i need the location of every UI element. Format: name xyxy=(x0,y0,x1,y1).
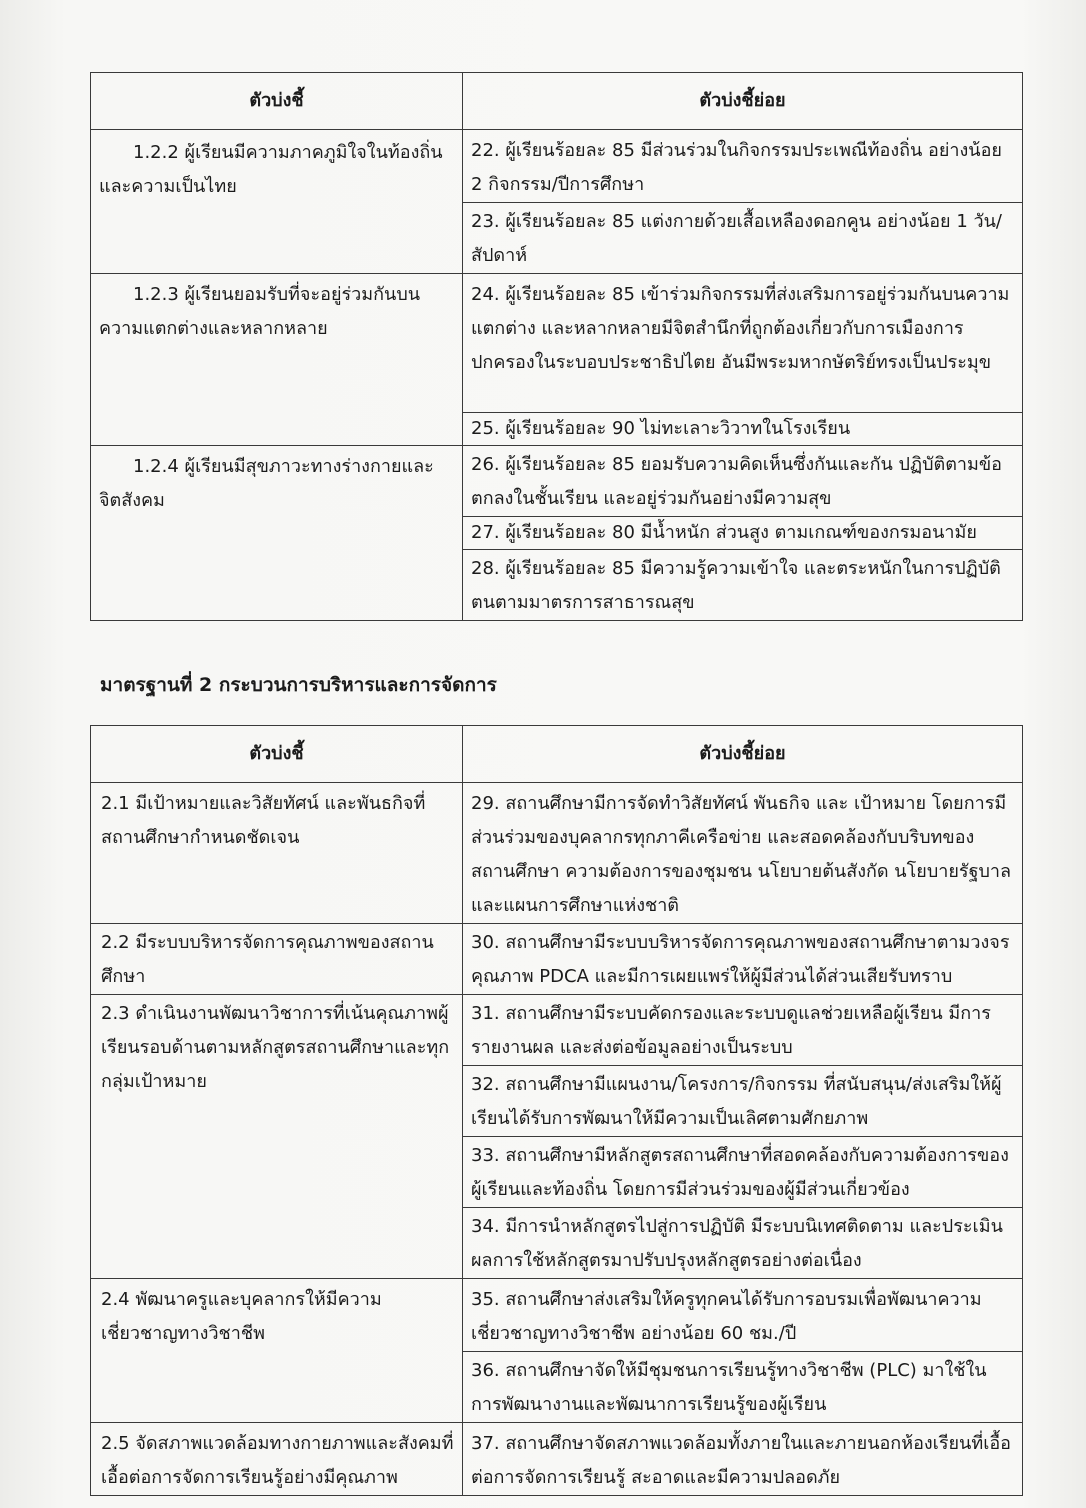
sub-indicator-cell: 31. สถานศึกษามีระบบคัดกรองและระบบดูแลช่วยเหลือผู้เรียน มีการรายงานผล และส่งต่อข้อมูลอย่างเป็นระบบ xyxy=(463,995,1023,1066)
indicator-cell: 2.2 มีระบบบริหารจัดการคุณภาพของสถานศึกษา xyxy=(91,924,463,995)
sub-indicator-cell: 26. ผู้เรียนร้อยละ 85 ยอมรับความคิดเห็นซึ่งกันและกัน ปฏิบัติตามข้อตกลงในชั้นเรียน และอยู่ร่วมกันอย่างมีความสุข xyxy=(463,446,1023,517)
table-row xyxy=(91,924,1023,995)
header-indicator: ตัวบ่งชี้ xyxy=(91,73,463,130)
indicator-cell: 2.1 มีเป้าหมายและวิสัยทัศน์ และพันธกิจที่สถานศึกษากำหนดชัดเจน xyxy=(91,783,463,924)
sub-indicator-cell: 34. มีการนำหลักสูตรไปสู่การปฏิบัติ มีระบบนิเทศติดตาม และประเมินผลการใช้หลักสูตรมาปรับปรุงหลักสูตรอย่างต่อเนื่อง xyxy=(463,1208,1023,1279)
table-row xyxy=(91,1423,1023,1496)
sub-indicator-cell: 23. ผู้เรียนร้อยละ 85 แต่งกายด้วยเสื้อเหลืองดอกคูน อย่างน้อย 1 วัน/สัปดาห์ xyxy=(463,203,1023,274)
table-header-row xyxy=(91,726,1023,783)
header-sub-indicator: ตัวบ่งชี้ย่อย xyxy=(463,726,1023,783)
table-row xyxy=(91,446,1023,517)
header-sub-indicator: ตัวบ่งชี้ย่อย xyxy=(463,73,1023,130)
indicator-cell: 2.3 ดำเนินงานพัฒนาวิชาการที่เน้นคุณภาพผู้เรียนรอบด้านตามหลักสูตรสถานศึกษาและทุกกลุ่มเป้าหมาย xyxy=(91,995,463,1279)
sub-indicator-cell: 32. สถานศึกษามีแผนงาน/โครงการ/กิจกรรม ที่สนับสนุน/ส่งเสริมให้ผู้เรียนได้รับการพัฒนาให้มีความเป็นเลิศตามศักยภาพ xyxy=(463,1066,1023,1137)
indicator-table-standard-1 xyxy=(90,72,1023,621)
indicator-cell: 1.2.3 ผู้เรียนยอมรับที่จะอยู่ร่วมกันบนความแตกต่างและหลากหลาย xyxy=(91,274,463,446)
indicator-cell: 2.4 พัฒนาครูและบุคลากรให้มีความเชี่ยวชาญทางวิชาชีพ xyxy=(91,1279,463,1423)
table-row xyxy=(91,130,1023,203)
sub-indicator-cell: 35. สถานศึกษาส่งเสริมให้ครูทุกคนได้รับการอบรมเพื่อพัฒนาความเชี่ยวชาญทางวิชาชีพ อย่างน้อย 60 ชม./ปี xyxy=(463,1279,1023,1352)
table-row xyxy=(91,995,1023,1066)
sub-indicator-cell: 36. สถานศึกษาจัดให้มีชุมชนการเรียนรู้ทางวิชาชีพ (PLC) มาใช้ในการพัฒนางานและพัฒนาการเรียนรู้ของผู้เรียน xyxy=(463,1352,1023,1423)
sub-indicator-cell: 24. ผู้เรียนร้อยละ 85 เข้าร่วมกิจกรรมที่ส่งเสริมการอยู่ร่วมกันบนความแตกต่าง และหลากหลายมีจิตสำนึกที่ถูกต้องเกี่ยวกับการเมืองการปกครองในระบอบประชาธิปไตย อันมีพระมหากษัตริย์ทรงเป็นประมุข xyxy=(463,274,1023,413)
header-indicator: ตัวบ่งชี้ xyxy=(91,726,463,783)
table-row xyxy=(91,274,1023,413)
section-title: มาตรฐานที่ 2 กระบวนการบริหารและการจัดการ xyxy=(100,674,497,696)
sub-indicator-cell: 37. สถานศึกษาจัดสภาพแวดล้อมทั้งภายในและภายนอกห้องเรียนที่เอื้อต่อการจัดการเรียนรู้ สะอาดและมีความปลอดภัย xyxy=(463,1423,1023,1496)
table-row xyxy=(91,1279,1023,1352)
sub-indicator-cell: 22. ผู้เรียนร้อยละ 85 มีส่วนร่วมในกิจกรรมประเพณีท้องถิ่น อย่างน้อย 2 กิจกรรม/ปีการศึกษา xyxy=(463,130,1023,203)
sub-indicator-cell: 27. ผู้เรียนร้อยละ 80 มีน้ำหนัก ส่วนสูง ตามเกณฑ์ของกรมอนามัย xyxy=(463,517,1023,550)
sub-indicator-cell: 30. สถานศึกษามีระบบบริหารจัดการคุณภาพของสถานศึกษาตามวงจรคุณภาพ PDCA และมีการเผยแพร่ให้ผู้มีส่วนได้ส่วนเสียรับทราบ xyxy=(463,924,1023,995)
indicator-cell: 1.2.2 ผู้เรียนมีความภาคภูมิใจในท้องถิ่นและความเป็นไทย xyxy=(91,130,463,274)
sub-indicator-cell: 33. สถานศึกษามีหลักสูตรสถานศึกษาที่สอดคล้องกับความต้องการของผู้เรียนและท้องถิ่น โดยการมีส่วนร่วมของผู้มีส่วนเกี่ยวข้อง xyxy=(463,1137,1023,1208)
table-header-row xyxy=(91,73,1023,130)
indicator-cell: 1.2.4 ผู้เรียนมีสุขภาวะทางร่างกายและจิตสังคม xyxy=(91,446,463,621)
indicator-cell: 2.5 จัดสภาพแวดล้อมทางกายภาพและสังคมที่เอื้อต่อการจัดการเรียนรู้อย่างมีคุณภาพ xyxy=(91,1423,463,1496)
table-row xyxy=(91,783,1023,924)
sub-indicator-cell: 28. ผู้เรียนร้อยละ 85 มีความรู้ความเข้าใจ และตระหนักในการปฏิบัติตนตามมาตรการสาธารณสุข xyxy=(463,550,1023,621)
indicator-table-standard-2 xyxy=(90,725,1023,1496)
sub-indicator-cell: 25. ผู้เรียนร้อยละ 90 ไม่ทะเลาะวิวาทในโรงเรียน xyxy=(463,413,1023,446)
sub-indicator-cell: 29. สถานศึกษามีการจัดทำวิสัยทัศน์ พันธกิจ และ เป้าหมาย โดยการมีส่วนร่วมของบุคลากรทุกภาคีเครือข่าย และสอดคล้องกับบริบทของสถานศึกษา ความต้องการของชุมชน นโยบายต้นสังกัด นโยบายรัฐบาล และแผนการศึกษาแห่งชาติ xyxy=(463,783,1023,924)
